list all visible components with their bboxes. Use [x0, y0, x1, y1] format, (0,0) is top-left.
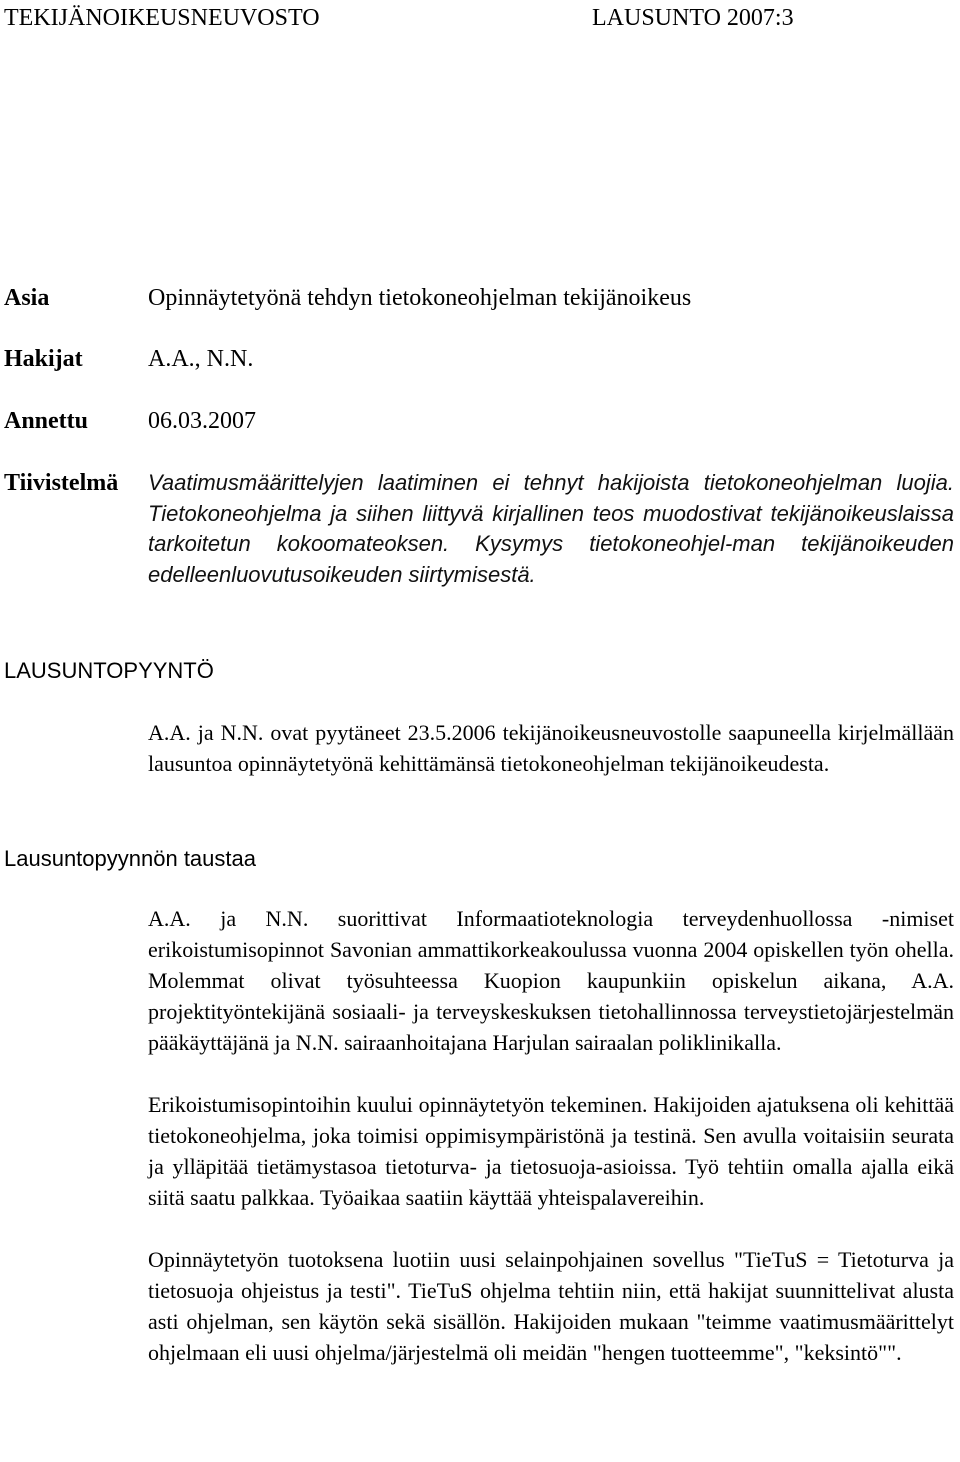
applicants-label: Hakijat	[4, 346, 83, 372]
issued-label: Annettu	[4, 408, 89, 434]
organization-header: TEKIJÄNOIKEUSNEUVOSTO	[4, 5, 320, 31]
background-heading: Lausuntopyynnön taustaa	[4, 846, 256, 871]
document-number: LAUSUNTO 2007:3	[592, 5, 794, 31]
issued-date: 06.03.2007	[148, 408, 256, 434]
background-paragraph-1: A.A. ja N.N. suorittivat Informaatioteknologia terveydenhuollossa -nimiset erikoistumisopinnot Savonian ammattikorkeakoulussa vuonna 2004 opiskellen työn ohella. Molemmat olivat työsuhteessa Kuopion kaupunkiin opiskelun aikana, A.A. projektityöntekijänä sosiaali- ja terveyskeskuksen tietohallinnossa terveystietojärjestelmän pääkäyttäjänä ja N.N. sairaanhoitajana Harjulan sairaalan poliklinikalla.	[148, 906, 954, 1055]
summary-text	[148, 468, 954, 590]
request-heading: LAUSUNTOPYYNTÖ	[4, 658, 214, 683]
background-body	[148, 903, 954, 1368]
summary-label: Tiivistelmä	[4, 470, 119, 496]
summary-paragraph: Vaatimusmäärittelyjen laatiminen ei tehnyt hakijoista tietokoneohjelman luojia. Tietokoneohjelma ja siihen liittyvä kirjallinen teos muodostivat tekijänoikeuslaissa tarkoitetun kokoomateoksen. Kysymys tietokoneohjel-man tekijänoikeuden edelleenluovutusoikeuden siirtymisestä.	[148, 470, 954, 587]
subject-value: Opinnäytetyönä tehdyn tietokoneohjelman tekijänoikeus	[148, 285, 692, 311]
applicants-value: A.A., N.N.	[148, 346, 254, 372]
background-paragraph-2: Erikoistumisopintoihin kuului opinnäytetyön tekeminen. Hakijoiden ajatuksena oli kehittää tietokoneohjelma, joka toimisi oppimisympäristönä ja testinä. Sen avulla voitaisiin seurata ja ylläpitää tietämystasoa tietoturva- ja tietosuoja-asioissa. Työ tehtiin omalla ajalla eikä siitä saatu palkkaa. Työaikaa saatiin käyttää yhteispalavereihin.	[148, 1092, 954, 1210]
request-body	[148, 717, 954, 779]
background-paragraph-3: Opinnäytetyön tuotoksena luotiin uusi selainpohjainen sovellus "TieTuS = Tietoturva ja tietosuoja ohjeistus ja testi". TieTuS ohjelma tehtiin niin, että hakijat suunnittelivat alusta asti ohjelman, sen käytön sekä sisällön. Hakijoiden mukaan "teimme vaatimusmäärittelyt ohjelmaan eli uusi ohjelma/järjestelmä oli meidän "hengen tuotteemme", "keksintö"".	[148, 1247, 954, 1365]
subject-label: Asia	[4, 285, 50, 311]
request-paragraph: A.A. ja N.N. ovat pyytäneet 23.5.2006 tekijänoikeusneuvostolle saapuneella kirjelmällään lausuntoa opinnäytetyönä kehittämänsä tietokoneohjelman tekijänoikeudesta.	[148, 720, 954, 776]
